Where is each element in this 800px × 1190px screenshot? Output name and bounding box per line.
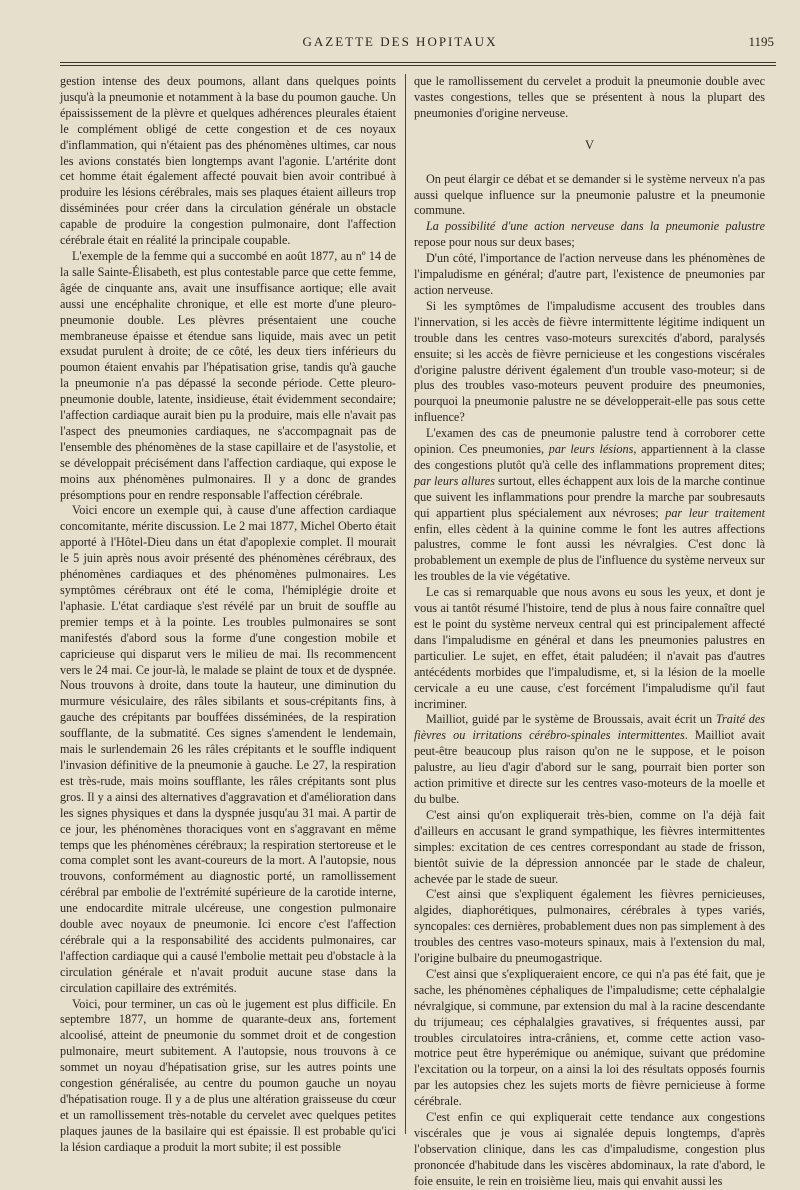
text-run: Mailliot, guidé par le système de Broussais, avait écrit un — [426, 712, 716, 727]
paragraph: Si les symptômes de l'impaludisme accusent des troubles dans l'innervation, si les accès de fièvre intermittente légitime indiquent un trouble dans les centres vaso-moteurs surexcités d'abord, paralysés ensuite; si les accès de fièvre pernicieuse et les congestions viscérales d'origine palustre dérivent également d'un trouble vaso-moteur; si de plus des troubles vaso-moteurs peuvent produire des pneumonies, pourquoi la pneumonie palustre ne se développerait-elle pas sous cette influence? — [414, 298, 765, 425]
paragraph: Voici, pour terminer, un cas où le jugement est plus difficile. En septembre 1877, un homme de quarante-deux ans, fortement alcoolisé, atteint de pneumonie du sommet droit et de congestion pulmonaire, meurt subitement. A l'autopsie, nous trouvons à ce sommet un noyau d'hépatisation grise, sur les autres points une congestion généralisée, au centre du poumon gauche un noyau d'hépatisation rouge. Il y a de plus une altération graisseuse du cœur et un ramollissement très-notable du cervelet avec quelques petites plaques jaunes de la basilaire qui est épaissie. Il est probable qu'ici la lésion cardiaque a produit la mort subite; il est possible — [60, 996, 396, 1154]
right-column — [414, 74, 765, 1190]
paragraph: On peut élargir ce débat et se demander si le système nerveux n'a pas aussi quelque influence sur la pneumonie palustre et la pneumonie commune. — [414, 171, 765, 218]
text-run: L'examen des cas de pneumonie palustre tend à corroborer cette opinion. Ces pneumonies, — [414, 426, 765, 457]
section-number: V — [584, 137, 595, 152]
left-column — [60, 74, 396, 1156]
paragraph: que le ramollissement du cervelet a produit la pneumonie double avec vastes congestions, telles que se présentent à nous la plupart des pneumonies d'origine nerveuse. — [414, 74, 765, 120]
column-divider — [405, 74, 406, 1134]
italic-title: Traité des fièvres ou irritations cérébro-spinales intermittentes — [414, 712, 765, 743]
paragraph: C'est ainsi que s'expliqueraient encore, ce qui n'a pas été fait, que je sache, les phénomènes céphaliques de l'impaludisme; cette céphalalgie névralgique, si commune, par extension du mal à la racine descendante du trijumeau; ces céphalalgies gravatives, si fréquentes aussi, par troubles circulatoires intra-crâniens, et, comme cette action vaso-motrice peut être hyperémique ou anémique, suivant que prédomine l'excitation ou la torpeur, on a ainsi la loi des résultats opposés fournis par les autopsies chez les sujets morts de fièvre pernicieuse à forme cérébrale. — [414, 966, 765, 1109]
header-rule-bottom — [60, 65, 776, 66]
italic-phrase: par leurs lésions — [548, 442, 634, 457]
page-header — [0, 30, 800, 58]
paragraph: D'un côté, l'importance de l'action nerveuse dans les phénomènes de l'impaludisme en général; d'autre part, l'existence de pneumonies par action nerveuse. — [414, 251, 765, 297]
italic-phrase: La possibilité d'une action nerveuse dans la pneumonie palustre — [426, 219, 765, 234]
paragraph — [414, 426, 765, 585]
header-rule-top — [60, 62, 776, 63]
paragraph — [414, 219, 765, 251]
text-run: enfin, elles cèdent à la quinine comme le font les autres affections palustres, comme le font aussi les névralgies. C'est donc là probablement un exemple de plus de l'influence du système nerveux sur les troubles de la vie végétative. — [414, 521, 765, 584]
paragraph: Voici encore un exemple qui, à cause d'une affection cardiaque concomitante, mérite discussion. Le 2 mai 1877, Michel Oberto était apporté à l'Hôtel-Dieu dans un état d'apoplexie complet. Il mourait le 5 juin après nous avoir présenté des phénomènes cérébraux, des phénomènes cardiaques et des phénomènes pulmonaires. Les symptômes cérébraux ont été le coma, l'hémiplégie droite et l'aphasie. L'état cardiaque s'est révélé par un bruit de souffle au premier temps et à la pointe. Les troubles pulmonaires se sont manifestés d'abord sous la forme d'une congestion mobile et capricieuse qui disparut vers le milieu de mai. Ils recommencent vers le 24 mai. Ce jour-là, le malade se plaint de toux et de dyspnée. Nous trouvons à droite, dans toute la hauteur, une diminution du murmure vésiculaire, des râles sibilants et sous-crépitants fins, à gauche des crépitants par bouffées disséminées, de la respiration soufflante, de la submatité. Ces signes s'amendent le lendemain, mais le surlendemain 26 les râles crépitants et le souffle indiquent l'invasion définitive de la pneumonie à gauche. Le 27, la respiration est très-rude, mais moins soufflante, les râles crépitants sont plus gros. Il y a ainsi des alternatives d'aggravation et d'amélioration dans les signes physiques et dans la dyspnée jusqu'au 31 mai. A partir de ce jour, les phénomènes thoraciques vont en s'aggravant en même temps que les phénomènes cérébraux; la respiration stertoreuse et le coma complet sont les avant-coureurs de la mort. A l'autopsie, nous trouvons, conformément au diagnostic porté, un ramollissement cérébral par embolie de l'extrémité supérieure de la carotide interne, une endocardite mitrale ulcéreuse, une congestion pulmonaire double avec noyaux de pneumonie. Ici encore c'est l'affection cérébrale qui a la responsabilité des accidents pulmonaires, car l'affection cardiaque qui a causé l'embolie mettait peu d'obstacle à la circulation générale et n'avait produit aucune stase dans la circulation capillaire des extrémités. — [60, 503, 396, 995]
journal-title: GAZETTE DES HOPITAUX — [302, 34, 498, 49]
paragraph: L'exemple de la femme qui a succombé en août 1877, au nº 14 de la salle Sainte-Élisabeth, est plus contestable parce que cette femme, âgée de cinquante ans, avait une insuffisance aortique; elle avait aussi une encéphalite chronique, et elle est morte d'une pleuro-pneumonie double. Les plèvres présentaient une couche membraneuse épaisse et étendue sans liquide, mais avec un petit exsudat purulent à droite; de ce côté, les deux tiers inférieurs du poumon étaient envahis par l'hépatisation grise, tandis qu'à gauche la pneumonie n'a pas dépassé la seconde période. Cette pleuro-pneumonie double, latente, insidieuse, était évidemment secondaire; l'affection cardiaque aurait bien pu la produire, mais elle n'avait pas l'aspect des pneumonies cardiaques, ne s'accompagnait pas de l'ensemble des phénomènes de la stase capillaire et de l'asystolie, et se développait précisément dans l'affection cardiaque, qui expose le moins aux phénomènes pulmonaires. Il y a donc de grandes présomptions pour en rendre responsable l'affection cérébrale. — [60, 248, 396, 502]
text-run: . Mailliot avait peut-être beaucoup plus raison qu'on ne le suppose, et le poison palustre, au lieu d'agir d'abord sur le sang, pourrait bien porter son action primitive et directe sur les centres vaso-moteurs de la moelle et du bulbe. — [414, 728, 765, 806]
paragraph: C'est ainsi qu'on expliquerait très-bien, comme on l'a déjà fait d'ailleurs en accusant le grand sympathique, les fièvres intermittentes simples: excitation de ces centres correspondant au stade de frisson, bientôt suivie de la dépression annoncée par le stade de chaleur, achevée par le stade de sueur. — [414, 807, 765, 886]
paragraph — [414, 712, 765, 807]
paragraph: C'est ainsi que s'expliquent également les fièvres pernicieuses, algides, diaphorétiques, pulmonaires, cérébrales à types variés, syncopales: ces dernières, probablement dues non pas simplement à des troubles des centres vaso-moteurs spinaux, mais à l'extension du mal, l'origine bulbaire du pneumogastrique. — [414, 887, 765, 966]
text-run: surtout, elles échappent aux lois de la marche continue que suivent les inflammations pour prendre la marche par soubresauts qui appartient plus spécialement aux névroses; — [414, 473, 765, 520]
paragraph: gestion intense des deux poumons, allant dans quelques points jusqu'à la pneumonie et notamment à la base du poumon gauche. Un épaississement de la plèvre et quelques adhérences pleurales étaient le complément obligé de cette congestion et de ces noyaux d'inflammation, qui n'étaient pas des phénomènes ultimes, car nous les avions constatés bien longtemps avant l'agonie. L'artérite dont cet homme était également affecté pouvait bien avoir contribué à produire les lésions cérébrales, mais ses plaques étaient ailleurs trop disséminées pour créer dans la circulation générale un obstacle capable de produire la congestion pulmonaire, dont l'affection cérébrale était en réalité la principale coupable. — [60, 74, 396, 248]
italic-phrase: par leurs allures — [414, 473, 495, 488]
text-run: , appartiennent à la classe des congestions plutôt qu'à celle des inflammations proprement dites; — [414, 442, 765, 472]
page-number: 1195 — [748, 34, 774, 49]
italic-phrase: par leur traitement — [665, 505, 765, 520]
paragraph: C'est enfin ce qui expliquerait cette tendance aux congestions viscérales que je vous ai signalée depuis longtemps, d'après l'observation clinique, dans les cas d'impaludisme, congestion plus prononcée d'habitude dans les viscères abdominaux, la rate d'abord, le foie ensuite, le rein en troisième lieu, mais qui envahit aussi les — [414, 1110, 765, 1188]
paragraph: Le cas si remarquable que nous avons eu sous les yeux, et dont je vous ai tantôt résumé l'histoire, tend de plus à nous faire connaître quel est le point du système nerveux central qui est principalement affecté dans l'impaludisme en général et dans les pneumonies palustres en particulier. Le sujet, en effet, était paludéen; il n'avait pas d'autres antécédents morbides que l'impaludisme, et, si la lésion de la moelle cervicale a eu une cause, c'est forcément l'impaludisme qu'il faut incriminer. — [414, 585, 765, 711]
text-run: repose pour nous sur deux bases; — [414, 235, 575, 250]
